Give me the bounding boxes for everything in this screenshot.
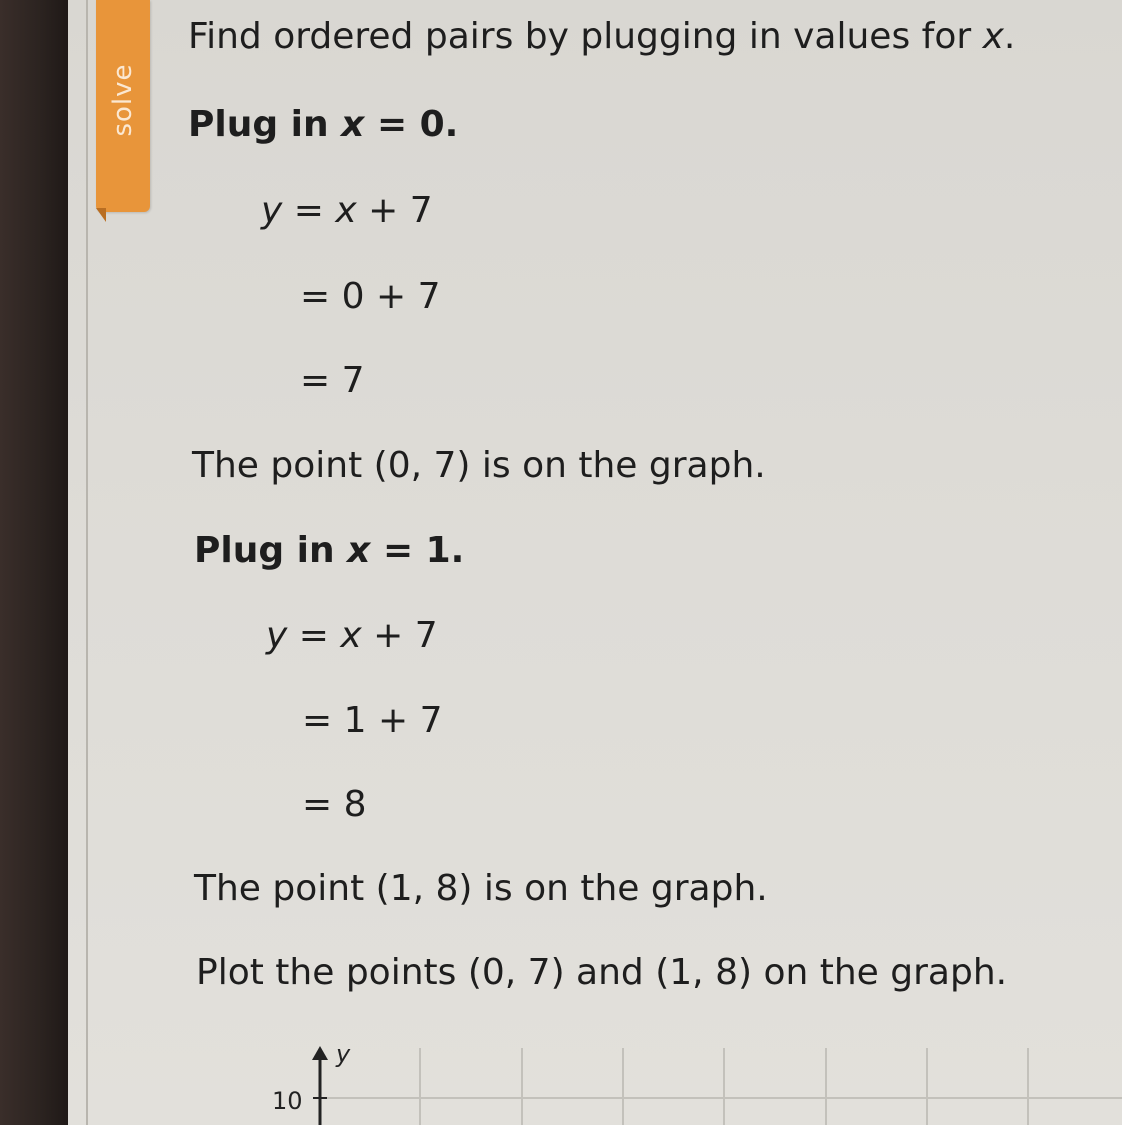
step1-result: = 7 [300,360,365,401]
solve-tab-label: solve [108,63,138,137]
intro-text [188,16,1015,57]
panel-divider [86,0,88,1125]
y-tick-label-10: 10 [272,1087,303,1115]
plot-instruction: Plot the points (0, 7) and (1, 8) on the graph. [196,952,1008,993]
coordinate-graph[interactable] [68,1030,1122,1125]
step1-equation-content: y = x + 7 [261,190,433,231]
step2-equation-content: y = x + 7 [266,615,438,656]
solve-tab-fold [96,208,106,222]
step1-heading-content: Plug in x = 0. [188,104,459,145]
step1-conclusion: The point (0, 7) is on the graph. [192,445,766,486]
y-axis-label: y [336,1040,351,1068]
solution-panel [68,0,1122,1125]
step2-result: = 8 [302,784,367,825]
graph-grid [320,1048,1122,1125]
step1-heading [188,104,458,145]
step1-substitution: = 0 + 7 [300,276,441,317]
step2-heading [194,530,464,571]
monitor-bezel [0,0,68,1125]
step2-substitution: = 1 + 7 [302,700,443,741]
step2-heading-content: Plug in x = 1. [194,530,465,571]
intro-text-content: Find ordered pairs by plugging in values for x. [188,16,1016,57]
y-axis-arrow-icon [312,1046,328,1060]
step1-equation [261,190,433,231]
step2-conclusion: The point (1, 8) is on the graph. [194,868,768,909]
step2-equation [266,615,438,656]
